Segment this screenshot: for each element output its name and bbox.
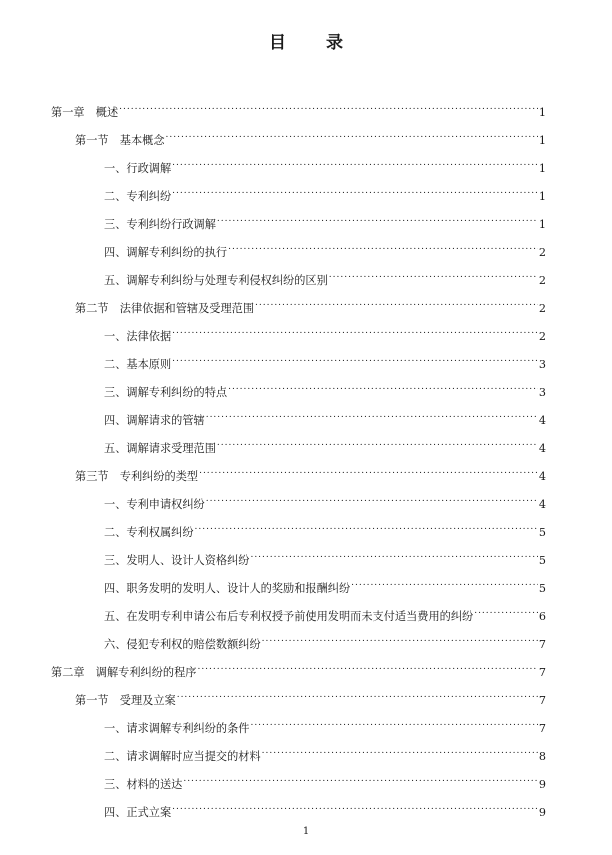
toc-entry-section-2-1[interactable]: [75, 684, 546, 707]
dot-leader: [172, 348, 538, 368]
toc-entry-item[interactable]: [104, 628, 546, 651]
toc-title: [0, 28, 612, 53]
dot-leader: [172, 152, 538, 172]
dot-leader: [172, 180, 538, 200]
dot-leader: [228, 376, 538, 396]
toc-entry-page: 3: [538, 386, 546, 399]
toc-entry-page: 2: [538, 274, 546, 287]
toc-entry-page: 1: [538, 134, 546, 147]
toc-entry-item[interactable]: [104, 208, 546, 231]
dot-leader: [250, 544, 537, 564]
toc-entry-label: 第二节 法律依据和管辖及受理范围: [75, 302, 255, 315]
dot-leader: [199, 460, 538, 480]
toc-entry-label: 三、材料的送达: [104, 778, 183, 791]
dot-leader: [474, 600, 538, 620]
toc-entry-page: 7: [538, 694, 546, 707]
dot-leader: [228, 236, 538, 256]
dot-leader: [197, 656, 537, 676]
toc-entry-label: 六、侵犯专利权的赔偿数额纠纷: [104, 638, 261, 651]
dot-leader: [172, 320, 538, 340]
toc-entry-page: 5: [538, 526, 546, 539]
toc-entry-page: 4: [538, 442, 546, 455]
toc-entry-label: 二、基本原则: [104, 358, 172, 371]
toc-entry-label: 三、专利纠纷行政调解: [104, 218, 216, 231]
toc-entry-item[interactable]: [104, 320, 546, 343]
dot-leader: [262, 628, 538, 648]
toc-entry-label: 四、职务发明的发明人、设计人的奖励和报酬纠纷: [104, 582, 351, 595]
toc-entry-item[interactable]: [104, 432, 546, 455]
toc-entry-label: 一、专利申请权纠纷: [104, 498, 205, 511]
toc-entry-page: 2: [538, 330, 546, 343]
toc-entry-label: 二、专利权属纠纷: [104, 526, 194, 539]
dot-leader: [177, 684, 538, 704]
toc-entry-item[interactable]: [104, 180, 546, 203]
toc-entry-section-1-2[interactable]: [75, 292, 546, 315]
toc-entry-page: 3: [538, 358, 546, 371]
toc-entry-label: 第一节 受理及立案: [75, 694, 176, 707]
toc-entry-item[interactable]: [104, 572, 546, 595]
toc-entry-item[interactable]: [104, 740, 546, 763]
toc-entry-page: 1: [538, 162, 546, 175]
toc-entry-label: 一、行政调解: [104, 162, 172, 175]
dot-leader: [217, 208, 538, 228]
toc-entry-item[interactable]: [104, 516, 546, 539]
toc-entry-page: 8: [538, 750, 546, 763]
toc-entry-page: 7: [538, 666, 546, 679]
toc-entry-label: 四、正式立案: [104, 806, 172, 819]
toc-entry-label: 一、请求调解专利纠纷的条件: [104, 722, 250, 735]
toc-entry-page: 5: [538, 554, 546, 567]
toc-entry-chapter-2[interactable]: [51, 656, 546, 679]
toc-entry-page: 5: [538, 582, 546, 595]
toc-entry-label: 五、在发明专利申请公布后专利权授予前使用发明而未支付适当费用的纠纷: [104, 610, 474, 623]
toc-entry-page: 9: [538, 778, 546, 791]
toc-entry-label: 三、调解专利纠纷的特点: [104, 386, 228, 399]
toc-entry-label: 第一节 基本概念: [75, 134, 165, 147]
toc-entry-page: 7: [538, 722, 546, 735]
toc-entry-page: 7: [538, 638, 546, 651]
toc-entry-page: 4: [538, 470, 546, 483]
toc-entry-label: 第一章 概述: [51, 106, 119, 119]
toc-entry-label: 二、专利纠纷: [104, 190, 172, 203]
toc-entry-chapter-1[interactable]: [51, 96, 546, 119]
toc-entry-page: 2: [538, 302, 546, 315]
toc-entry-page: 1: [538, 218, 546, 231]
toc-entry-label: 四、调解请求的管辖: [104, 414, 205, 427]
toc-entry-item[interactable]: [104, 376, 546, 399]
dot-leader: [250, 712, 537, 732]
toc-entry-item[interactable]: [104, 796, 546, 819]
page-number: 1: [302, 826, 310, 837]
dot-leader: [255, 292, 538, 312]
toc-entry-item[interactable]: [104, 152, 546, 175]
dot-leader: [329, 264, 538, 284]
toc-entry-item[interactable]: [104, 236, 546, 259]
toc-title-char-2: 录: [326, 33, 343, 53]
toc-entry-item[interactable]: [104, 712, 546, 735]
toc-entry-label: 第三节 专利纠纷的类型: [75, 470, 199, 483]
dot-leader: [206, 404, 538, 424]
toc-entry-page: 6: [538, 610, 546, 623]
toc-entry-page: 1: [538, 190, 546, 203]
toc-entry-label: 三、发明人、设计人资格纠纷: [104, 554, 250, 567]
toc-entry-item[interactable]: [104, 404, 546, 427]
toc-entry-section-1-3[interactable]: [75, 460, 546, 483]
toc-entry-page: 4: [538, 414, 546, 427]
dot-leader: [183, 768, 538, 788]
dot-leader: [351, 572, 538, 592]
toc-entry-page: 9: [538, 806, 546, 819]
dot-leader: [119, 96, 538, 116]
toc-entry-label: 五、调解请求受理范围: [104, 442, 216, 455]
toc-entry-label: 第二章 调解专利纠纷的程序: [51, 666, 197, 679]
toc-entry-item[interactable]: [104, 348, 546, 371]
toc-entry-label: 一、法律依据: [104, 330, 172, 343]
toc-entry-page: 1: [538, 106, 546, 119]
toc-title-char-1: 目: [269, 33, 286, 53]
toc-entry-item[interactable]: [104, 264, 546, 287]
dot-leader: [262, 740, 538, 760]
toc-entry-label: 五、调解专利纠纷与处理专利侵权纠纷的区别: [104, 274, 328, 287]
dot-leader: [195, 516, 538, 536]
dot-leader: [166, 124, 538, 144]
toc-entry-item[interactable]: [104, 488, 546, 511]
dot-leader: [217, 432, 538, 452]
toc-entry-page: 4: [538, 498, 546, 511]
toc-entry-label: 二、请求调解时应当提交的材料: [104, 750, 261, 763]
toc-entry-item[interactable]: [104, 544, 546, 567]
dot-leader: [206, 488, 538, 508]
dot-leader: [172, 796, 538, 816]
toc-entry-label: 四、调解专利纠纷的执行: [104, 246, 228, 259]
toc-entry-item[interactable]: [104, 768, 546, 791]
toc-entry-item[interactable]: [104, 600, 546, 623]
toc-entry-page: 2: [538, 246, 546, 259]
toc-entry-section-1-1[interactable]: [75, 124, 546, 147]
